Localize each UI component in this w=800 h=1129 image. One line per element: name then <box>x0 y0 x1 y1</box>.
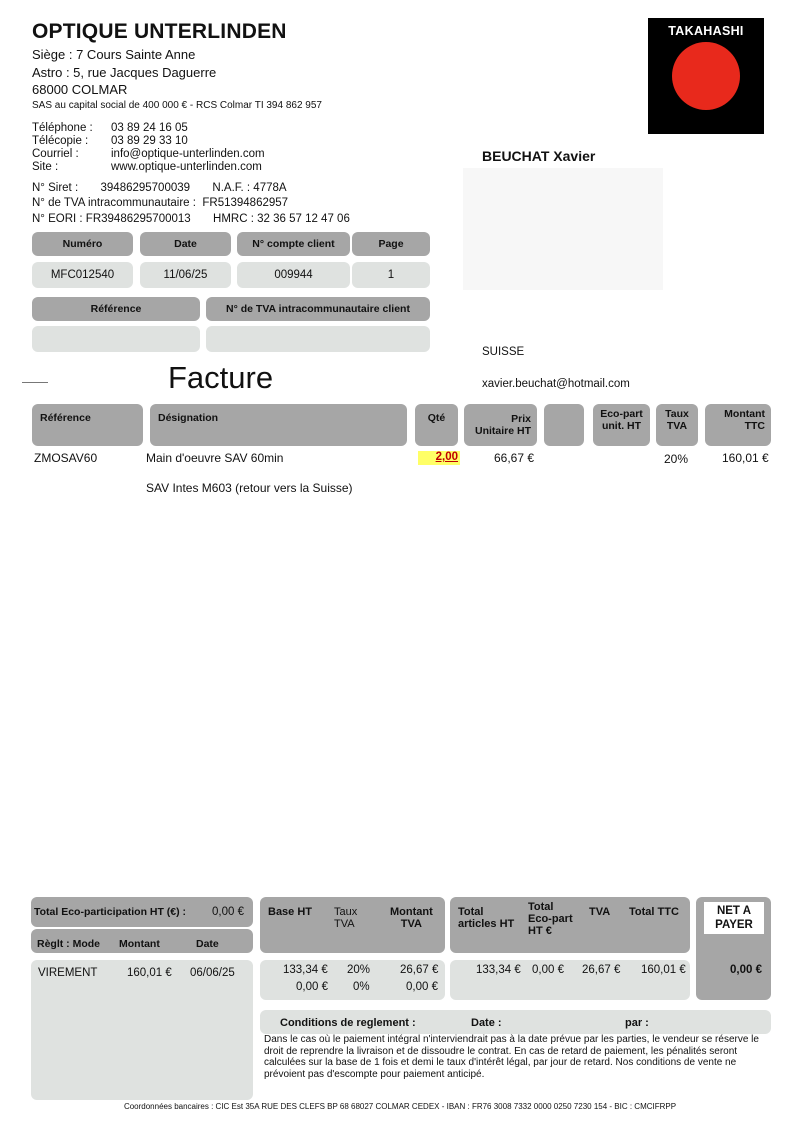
reglt-header-amount: Montant <box>119 938 160 950</box>
col-header-montant: Montant TTC <box>705 404 771 446</box>
logo-circle-icon <box>672 42 740 110</box>
payment-panel <box>31 960 253 1100</box>
vat-row1-amount: 26,67 € <box>400 964 439 976</box>
conditions-title: Conditions de reglement : <box>280 1017 416 1029</box>
meta-header-account: N° compte client <box>237 232 350 256</box>
meta-value-date: 11/06/25 <box>140 262 231 288</box>
line-designation: Main d'oeuvre SAV 60min <box>146 451 284 465</box>
company-capital: SAS au capital social de 400 000 € - RCS Colmar TI 394 862 957 <box>32 100 322 111</box>
logo-text: TAKAHASHI <box>668 24 744 38</box>
meta-header-number: Numéro <box>32 232 133 256</box>
meta-header-date: Date <box>140 232 231 256</box>
contact-email <box>32 148 265 161</box>
col-header-blank <box>544 404 584 446</box>
fax-label: Télécopie : <box>32 135 89 147</box>
client-email: xavier.beuchat@hotmail.com <box>482 378 630 390</box>
company-astro: Astro : 5, rue Jacques Daguerre <box>32 65 217 80</box>
meta-value-tva-client <box>206 326 430 352</box>
site-value[interactable]: www.optique-unterlinden.com <box>111 161 262 173</box>
line-taux: 20% <box>664 452 689 466</box>
sum-header-ttc: Total TTC <box>629 906 679 918</box>
reglt-header-date: Date <box>196 938 219 950</box>
fax-value: 03 89 29 33 10 <box>111 135 188 147</box>
payment-mode: VIREMENT <box>38 967 98 979</box>
meta-value-page: 1 <box>352 262 430 288</box>
vat-row1-base: 133,34 € <box>283 964 328 976</box>
takahashi-logo <box>648 18 764 134</box>
company-name: OPTIQUE UNTERLINDEN <box>32 20 287 43</box>
meta-header-page: Page <box>352 232 430 256</box>
contact-site <box>32 161 262 174</box>
client-country: SUISSE <box>482 346 525 358</box>
client-name: BEUCHAT Xavier <box>482 148 596 164</box>
vat-header-rate: Taux TVA <box>334 906 358 930</box>
phone-label: Téléphone : <box>32 122 93 134</box>
divider <box>22 382 48 383</box>
contact-fax <box>32 135 188 148</box>
conditions-date-label: Date : <box>471 1017 502 1029</box>
line-note: SAV Intes M603 (retour vers la Suisse) <box>146 481 353 495</box>
conditions-by-label: par : <box>625 1017 649 1029</box>
meta-value-account: 009944 <box>237 262 350 288</box>
document-title: Facture <box>168 360 274 395</box>
meta-header-reference: Référence <box>32 297 200 321</box>
bank-details-footer: Coordonnées bancaires : CIC Est 35A RUE DES CLEFS BP 68 68027 COLMAR CEDEX - IBAN : FR76 3008 7332 0000 0250 7230 154 - BIC : CMCIFRPP <box>123 1102 677 1111</box>
sum-ttc: 160,01 € <box>641 964 686 976</box>
contact-phone <box>32 122 188 135</box>
sum-header-articles: Total articles HT <box>458 906 515 930</box>
vat-row2-amount: 0,00 € <box>406 981 438 993</box>
site-label: Site : <box>32 161 59 173</box>
col-header-reference: Référence <box>32 404 143 446</box>
sum-header-tva: TVA <box>589 906 611 918</box>
vat-row2-rate: 0% <box>353 981 370 993</box>
vat-header-base: Base HT <box>268 906 313 918</box>
col-header-designation: Désignation <box>150 404 407 446</box>
sum-ecopart: 0,00 € <box>532 964 564 976</box>
phone-value: 03 89 24 16 05 <box>111 122 188 134</box>
email-value[interactable]: info@optique-unterlinden.com <box>111 148 265 160</box>
conditions-text: Dans le cas où le paiement intégral n'interviendrait pas à la date prévue par les parties, le vendeur se réserve le droit de reprendre la livraison et de dissoudre le contrat. En cas de retard de paiement, les pénalités seront calculées sur la base de 1 fois et demi le taux d'intérêt légal, par jour de retard. Nos conditions de vente ne prévoient pas d'escompte pour paiement anticipé. <box>264 1034 759 1080</box>
company-tva: N° de TVA intracommunautaire : FR51394862957 <box>32 197 289 209</box>
col-header-qty: Qté <box>415 404 458 446</box>
net-label: NET A PAYER <box>704 902 764 934</box>
sum-header-ecopart: Total Eco-part HT € <box>528 901 573 937</box>
line-montant: 160,01 € <box>722 451 769 465</box>
client-address-redacted <box>463 168 663 290</box>
vat-row1-rate: 20% <box>347 964 371 976</box>
eco-total-label: Total Eco-participation HT (€) : <box>34 906 187 918</box>
company-siret: N° Siret : 39486295700039 N.A.F. : 4778A <box>32 182 287 194</box>
net-value: 0,00 € <box>730 964 762 976</box>
col-header-ecopart: Eco-part unit. HT <box>593 404 650 446</box>
payment-amount: 160,01 € <box>127 967 172 979</box>
col-header-taux: Taux TVA <box>656 404 698 446</box>
reglt-header-mode: Règlt : Mode <box>37 938 100 950</box>
meta-value-number: MFC012540 <box>32 262 133 288</box>
sum-articles: 133,34 € <box>476 964 521 976</box>
company-city: 68000 COLMAR <box>32 82 128 97</box>
meta-value-reference <box>32 326 200 352</box>
meta-header-tva-client: N° de TVA intracommunautaire client <box>206 297 430 321</box>
vat-header-amount: Montant TVA <box>390 906 433 930</box>
sum-tva: 26,67 € <box>582 964 621 976</box>
company-siege: Siège : 7 Cours Sainte Anne <box>32 47 196 62</box>
line-price: 66,67 € <box>494 451 535 465</box>
eco-total-value: 0,00 € <box>212 906 244 918</box>
vat-row2-base: 0,00 € <box>296 981 328 993</box>
col-header-price: Prix Unitaire HT <box>464 404 537 446</box>
line-qty: 2,00 <box>418 451 460 465</box>
line-reference: ZMOSAV60 <box>34 451 98 465</box>
payment-date: 06/06/25 <box>190 967 235 979</box>
email-label: Courriel : <box>32 148 79 160</box>
company-eori: N° EORI : FR39486295700013 HMRC : 32 36 57 12 47 06 <box>32 213 350 225</box>
